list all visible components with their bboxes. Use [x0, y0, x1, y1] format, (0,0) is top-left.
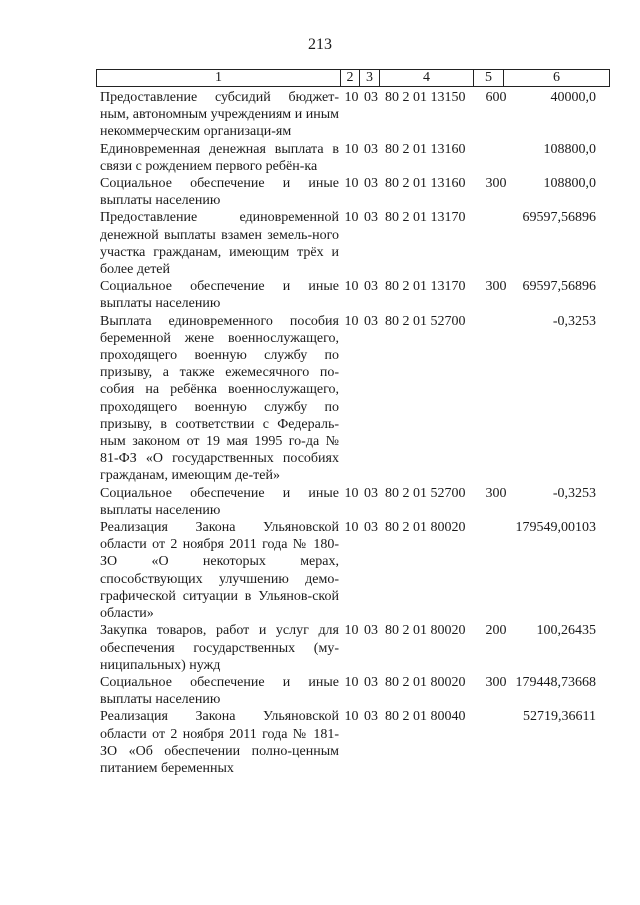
row-cell-c5 — [481, 708, 511, 777]
row-cell-c3: 03 — [364, 210, 378, 226]
row-cell-c5 — [481, 141, 511, 175]
row-cell-c2: 10 — [344, 279, 359, 295]
row-cell-c4: 80 2 01 80020 — [385, 520, 466, 536]
row-cell-c2: 10 — [344, 623, 359, 639]
row-cell-c4: 80 2 01 80040 — [385, 709, 466, 725]
row-cell-c6: 108800,0 — [543, 176, 596, 192]
row-cell-c6: 69597,56896 — [522, 279, 596, 295]
column-header: 3 — [360, 70, 380, 86]
row-cell-c4: 80 2 01 13160 — [385, 176, 466, 192]
row-cell-c2: 10 — [344, 485, 359, 501]
table-row — [100, 519, 612, 622]
column-header: 5 — [474, 70, 504, 86]
row-cell-c6: 69597,56896 — [522, 210, 596, 226]
row-cell-c6: 100,26435 — [536, 623, 596, 639]
row-title: Социальное обеспечение и иные выплаты населению — [100, 279, 339, 312]
row-title: Реализация Закона Ульяновской области от 2 ноября 2011 года № 180-ЗО «О некоторых мерах, способствующих улучшению демо-графической ситуации в Ульянов-ской области» — [100, 520, 339, 622]
column-header: 6 — [553, 70, 560, 85]
row-title: Единовременная денежная выплата в связи с рождением первого ребён-ка — [100, 141, 339, 174]
row-cell-c4: 80 2 01 80020 — [385, 623, 466, 639]
row-cell-c6: 40000,0 — [550, 90, 596, 105]
row-cell-c5: 200 — [485, 623, 507, 639]
row-cell-c5 — [481, 313, 511, 485]
table-row — [100, 175, 612, 209]
table-row — [100, 141, 612, 175]
row-title: Социальное обеспечение и иные выплаты населению — [100, 674, 339, 708]
table-row — [100, 674, 612, 708]
row-cell-c5: 600 — [485, 90, 507, 105]
row-cell-c3: 03 — [364, 674, 378, 690]
row-cell-c4: 80 2 01 13150 — [385, 90, 466, 105]
row-cell-c3: 03 — [364, 90, 378, 105]
row-cell-c6: 108800,0 — [543, 141, 596, 157]
table-row — [100, 209, 612, 278]
row-cell-c3: 03 — [364, 520, 378, 536]
row-cell-c6: -0,3253 — [552, 485, 596, 501]
row-cell-c2: 10 — [344, 520, 359, 536]
column-header: 2 — [341, 70, 360, 86]
row-cell-c3: 03 — [364, 485, 378, 501]
row-cell-c5 — [481, 209, 511, 278]
table-row — [100, 708, 612, 777]
table-row — [100, 313, 612, 485]
column-header: 4 — [380, 70, 474, 86]
row-cell-c2: 10 — [344, 210, 359, 226]
row-cell-c5: 300 — [485, 674, 507, 690]
table-row — [100, 278, 612, 312]
row-cell-c3: 03 — [364, 313, 378, 329]
row-cell-c3: 03 — [364, 279, 378, 295]
row-cell-c6: 52719,36611 — [523, 709, 596, 725]
row-cell-c5: 300 — [485, 279, 507, 295]
row-cell-c5: 300 — [485, 485, 507, 501]
row-cell-c6: -0,3253 — [552, 313, 596, 329]
row-cell-c3: 03 — [364, 709, 378, 725]
table-body — [100, 89, 612, 777]
row-cell-c2: 10 — [344, 674, 359, 690]
row-cell-c4: 80 2 01 13160 — [385, 141, 466, 157]
row-cell-c4: 80 2 01 80020 — [385, 674, 466, 690]
row-cell-c2: 10 — [344, 313, 359, 329]
row-title: Выплата единовременного пособия беременной жене военнослужащего, проходящего военную службу по призыву, а также ежемесячного по-собия на ребёнка военнослужащего, проходящего военную службу по призыву, в соответствии с Федераль-ным законом от 19 мая 1995 го-да № 81-ФЗ «О государственных пособиях гражданам, имеющим де-тей» — [100, 313, 339, 484]
row-cell-c2: 10 — [344, 90, 359, 105]
row-cell-c6: 179448,73668 — [515, 674, 596, 690]
row-cell-c6: 179549,00103 — [515, 520, 596, 536]
row-cell-c3: 03 — [364, 141, 378, 157]
row-title: Реализация Закона Ульяновской области от 2 ноября 2011 года № 181-ЗО «Об обеспечении полно-ценным питанием беременных — [100, 709, 339, 776]
row-cell-c3: 03 — [364, 623, 378, 639]
table-header — [96, 69, 610, 87]
row-cell-c4: 80 2 01 13170 — [385, 210, 466, 226]
row-title: Предоставление единовременной денежной выплаты взамен земель-ного участка гражданам, имеющим трёх и более детей — [100, 210, 339, 278]
row-cell-c5: 300 — [485, 176, 507, 192]
row-cell-c3: 03 — [364, 176, 378, 192]
row-title: Закупка товаров, работ и услуг для обеспечения государственных (му-ниципальных) нужд — [100, 623, 339, 673]
row-title: Социальное обеспечение и иные выплаты населению — [100, 176, 339, 209]
row-cell-c2: 10 — [344, 176, 359, 192]
row-cell-c5 — [481, 519, 511, 622]
table-row — [100, 622, 612, 674]
row-cell-c4: 80 2 01 13170 — [385, 279, 466, 295]
row-cell-c4: 80 2 01 52700 — [385, 313, 466, 329]
row-cell-c2: 10 — [344, 141, 359, 157]
column-header: 1 — [97, 70, 341, 86]
row-cell-c4: 80 2 01 52700 — [385, 485, 466, 501]
row-title: Предоставление субсидий бюджет-ным, автономным учреждениям и иным некоммерческим организаци-ям — [100, 90, 339, 140]
row-title: Социальное обеспечение и иные выплаты населению — [100, 485, 339, 518]
page-number: 213 — [308, 36, 332, 53]
table-row — [100, 89, 612, 141]
table-row — [100, 485, 612, 519]
row-cell-c2: 10 — [344, 709, 359, 725]
